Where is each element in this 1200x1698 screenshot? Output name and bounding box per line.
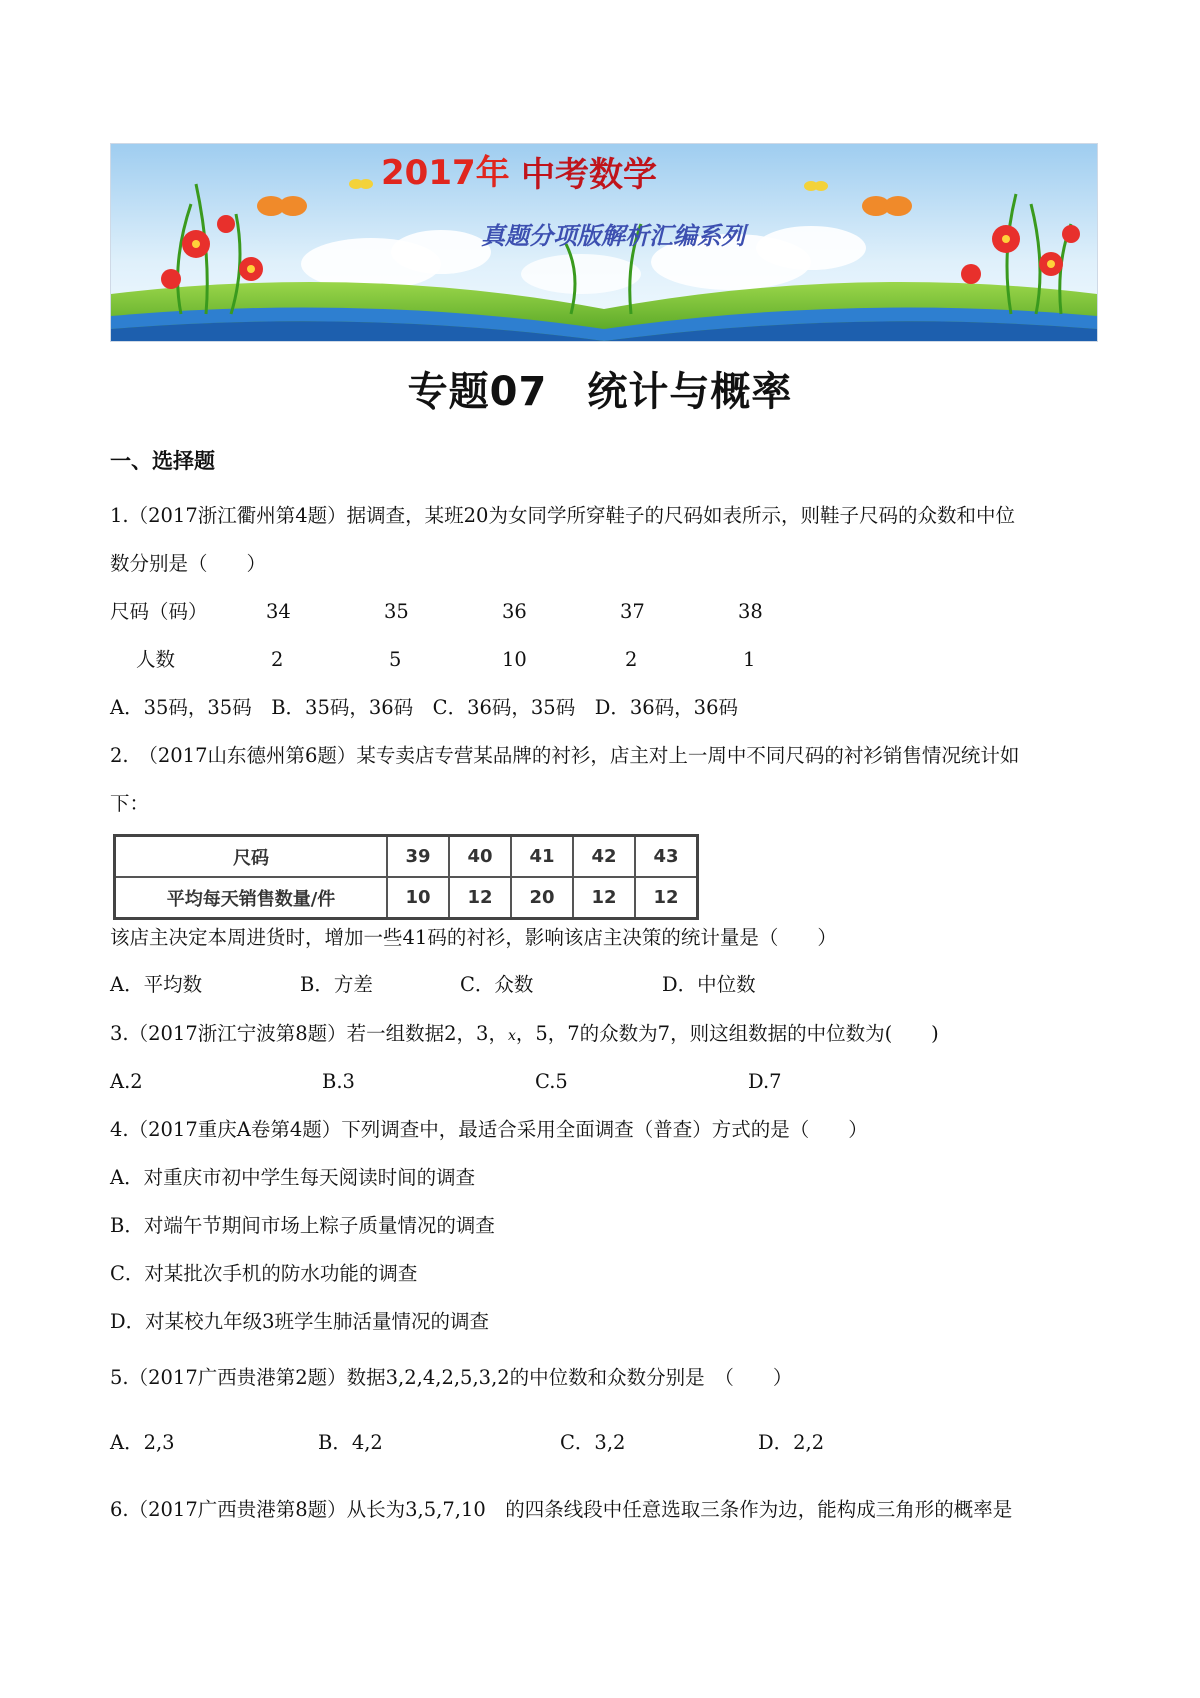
q2-row2-cell: 12 [449,877,511,919]
q4-line-1: 4.（2017重庆A卷第4题）下列调查中，最适合采用全面调查（普查）方式的是（ ） [110,1118,868,1141]
q1-row2-label: 人数 [136,648,176,671]
q1-row2-cell: 2 [271,648,284,671]
q6-line-1: 6.（2017广西贵港第8题）从长为3,5,7,10 的四条线段中任意选取三条作为边，能构成三角形的概率是 [110,1498,1013,1521]
q4-option-c: C．对某批次手机的防水功能的调查 [110,1262,418,1285]
header-banner [110,143,1098,342]
q1-line-2: 数分别是（ ） [110,552,267,575]
q3-line-1 [110,1024,939,1044]
banner-illustration [111,144,1097,341]
banner-title: 中考数学 [521,155,657,195]
title-prefix: 专题07 [407,369,548,415]
q5-option-b: B．4,2 [318,1431,383,1454]
q2-line-1: 2. （2017山东德州第6题）某专卖店专营某品牌的衬衫，店主对上一周中不同尺码的衬衫销售情况统计如 [110,744,1020,767]
q2-row1-label: 尺码 [115,836,388,878]
q2-row2-cell: 12 [635,877,698,919]
q2-row2-cell: 12 [573,877,635,919]
q2-line-2: 下： [110,792,150,815]
q5-option-a: A．2,3 [110,1431,175,1454]
banner-year: 2017年 [381,153,510,193]
page-title [0,360,1200,417]
q3-text-before: 3.（2017浙江宁波第8题）若一组数据2，3， [110,1022,508,1045]
q3-option-b: B.3 [322,1070,355,1093]
q2-option-b: B．方差 [300,973,373,996]
q2-row1-cell: 39 [387,836,449,878]
q3-variable: x [507,1028,516,1044]
q1-row2-cell: 10 [502,648,527,671]
q2-row1-cell: 41 [511,836,573,878]
q3-text-after: ，5，7的众数为7，则这组数据的中位数为( ) [515,1022,939,1045]
q2-option-a: A．平均数 [110,973,203,996]
q2-table [113,834,699,920]
table-row [115,877,698,919]
q2-row1-cell: 42 [573,836,635,878]
title-name: 统计与概率 [587,369,793,415]
q2-option-c: C．众数 [460,973,534,996]
q4-option-d: D．对某校九年级3班学生肺活量情况的调查 [110,1310,490,1333]
q1-row1-cell: 34 [266,600,291,623]
q1-line-1: 1.（2017浙江衢州第4题）据调查，某班20为女同学所穿鞋子的尺码如表所示，则鞋子尺码的众数和中位 [110,504,1015,527]
q2-row2-cell: 10 [387,877,449,919]
q1-row1-cell: 38 [738,600,763,623]
q2-option-d: D．中位数 [662,973,756,996]
q1-row1-label: 尺码（码） [110,600,208,623]
q3-option-c: C.5 [535,1070,568,1093]
q2-row1-cell: 43 [635,836,698,878]
q4-option-b: B．对端午节期间市场上粽子质量情况的调查 [110,1214,495,1237]
q1-options: A．35码，35码 B．35码，36码 C．36码，35码 D．36码，36码 [110,696,738,719]
banner-subtitle: 真题分项版解析汇编系列 [481,222,745,250]
q1-row1-cell: 36 [502,600,527,623]
q2-line-3: 该店主决定本周进货时，增加一些41码的衬衫，影响该店主决策的统计量是（ ） [110,926,837,949]
q1-row2-cell: 5 [389,648,402,671]
q1-row1-cell: 35 [384,600,409,623]
q2-row1-cell: 40 [449,836,511,878]
q5-option-d: D．2,2 [758,1431,825,1454]
q5-line-1: 5.（2017广西贵港第2题）数据3,2,4,2,5,3,2的中位数和众数分别是 （ ） [110,1366,793,1389]
q1-row1-cell: 37 [620,600,645,623]
q1-row2-cell: 2 [625,648,638,671]
q3-option-d: D.7 [748,1070,782,1093]
q1-row2-cell: 1 [743,648,756,671]
q4-option-a: A．对重庆市初中学生每天阅读时间的调查 [110,1166,476,1189]
q2-row2-label: 平均每天销售数量/件 [115,877,388,919]
section-heading: 一、选择题 [110,449,215,473]
q2-row2-cell: 20 [511,877,573,919]
q5-option-c: C．3,2 [560,1431,626,1454]
q3-option-a: A.2 [110,1070,143,1093]
table-row [115,836,698,878]
